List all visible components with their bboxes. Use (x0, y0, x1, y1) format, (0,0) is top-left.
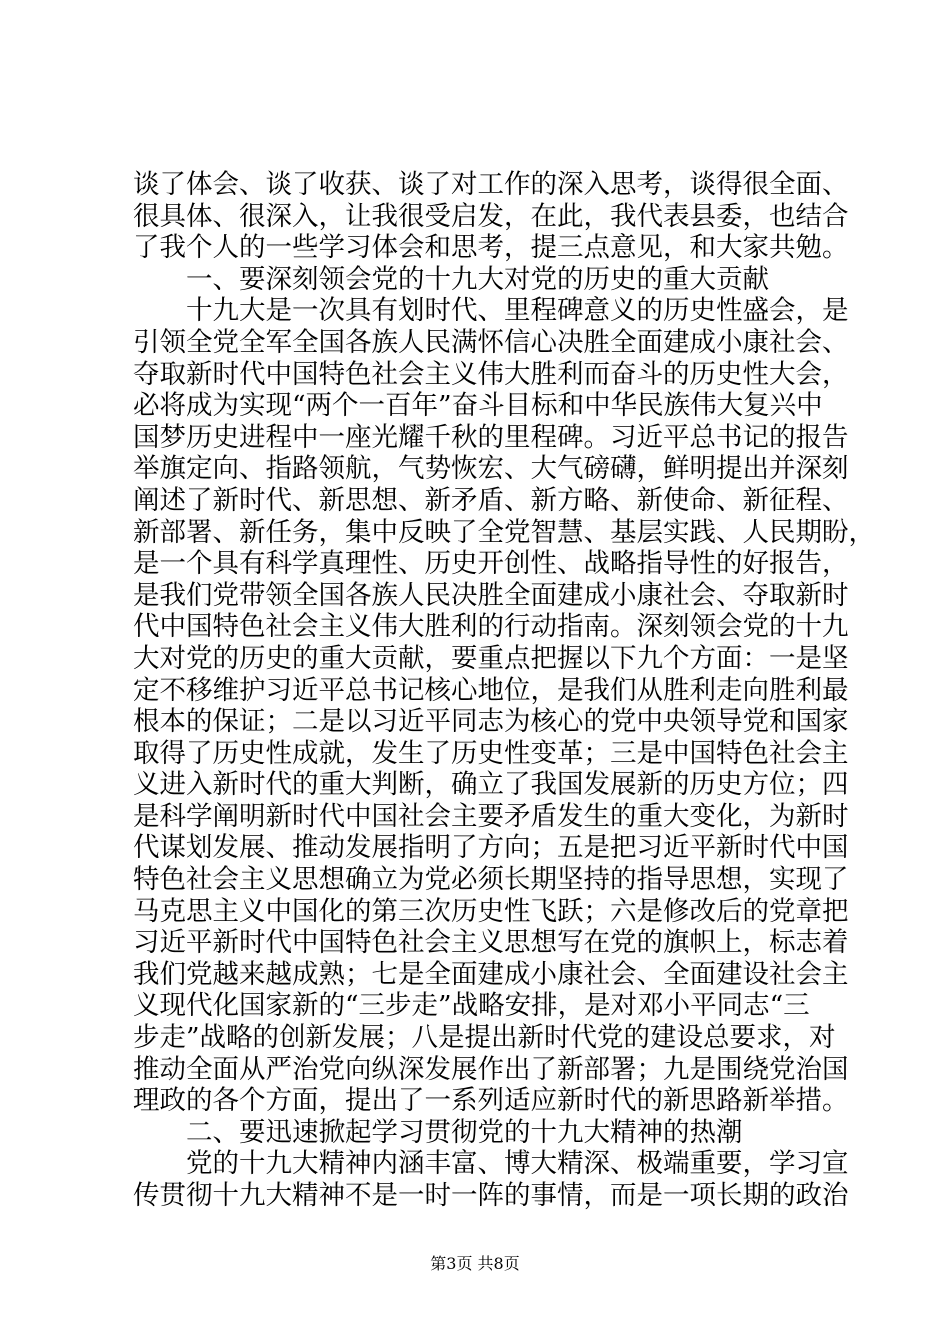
text-line: 新部署、新任务，集中反映了全党智慧、基层实践、人民期盼， (133, 516, 875, 548)
text-line: 是我们党带领全国各族人民决胜全面建成小康社会、夺取新时 (133, 579, 849, 611)
text-line: 国梦历史进程中一座光耀千秋的里程碑。习近平总书记的报告 (133, 421, 849, 453)
text-line: 特色社会主义思想确立为党必须长期坚持的指导思想，实现了 (133, 864, 849, 896)
text-line: 马克思主义中国化的第三次历史性飞跃；六是修改后的党章把 (133, 895, 849, 927)
text-line: 很具体、很深入，让我很受启发，在此，我代表县委，也结合 (133, 200, 849, 232)
document-body (133, 169, 875, 1212)
text-line: 大对党的历史的重大贡献，要重点把握以下九个方面：一是坚 (133, 642, 849, 674)
text-line: 取得了历史性成就，发生了历史性变革；三是中国特色社会主 (133, 737, 849, 769)
text-line: 代谋划发展、推动发展指明了方向；五是把习近平新时代中国 (133, 832, 849, 864)
text-line: 定不移维护习近平总书记核心地位，是我们从胜利走向胜利最 (133, 674, 849, 706)
text-line: 是一个具有科学真理性、历史开创性、战略指导性的好报告， (133, 548, 849, 580)
text-line: 夺取新时代中国特色社会主义伟大胜利而奋斗的历史性大会， (133, 358, 849, 390)
text-line: 是科学阐明新时代中国社会主要矛盾发生的重大变化，为新时 (133, 800, 849, 832)
text-line: 党的十九大精神内涵丰富、博大精深、极端重要，学习宣 (186, 1148, 849, 1180)
text-line: 二、要迅速掀起学习贯彻党的十九大精神的热潮 (186, 1116, 743, 1148)
text-line: 阐述了新时代、新思想、新矛盾、新方略、新使命、新征程、 (133, 484, 849, 516)
text-line: 习近平新时代中国特色社会主义思想写在党的旗帜上，标志着 (133, 927, 849, 959)
text-line: 推动全面从严治党向纵深发展作出了新部署；九是围绕党治国 (133, 1053, 849, 1085)
text-line: 传贯彻十九大精神不是一时一阵的事情，而是一项长期的政治 (133, 1180, 849, 1211)
text-line: 十九大是一次具有划时代、里程碑意义的历史性盛会，是 (186, 295, 849, 327)
page-footer: 第3页 共8页 (430, 1254, 520, 1273)
text-line: 必将成为实现“两个一百年”奋斗目标和中华民族伟大复兴中 (133, 390, 823, 422)
text-line: 举旗定向、指路领航，气势恢宏、大气磅礴，鲜明提出并深刻 (133, 453, 849, 485)
text-line: 引领全党全军全国各族人民满怀信心决胜全面建成小康社会、 (133, 326, 849, 358)
text-line: 了我个人的一些学习体会和思考，提三点意见，和大家共勉。 (133, 232, 849, 264)
text-line: 理政的各个方面，提出了一系列适应新时代的新思路新举措。 (133, 1085, 849, 1117)
text-line: 谈了体会、谈了收获、谈了对工作的深入思考，谈得很全面、 (133, 169, 849, 200)
text-line: 根本的保证；二是以习近平同志为核心的党中央领导党和国家 (133, 706, 849, 738)
text-line: 一、要深刻领会党的十九大对党的历史的重大贡献 (186, 263, 769, 295)
text-line: 我们党越来越成熟；七是全面建成小康社会、全面建设社会主 (133, 958, 849, 990)
text-line: 代中国特色社会主义伟大胜利的行动指南。深刻领会党的十九 (133, 611, 849, 643)
text-line: 步走”战略的创新发展；八是提出新时代党的建设总要求，对 (133, 1022, 836, 1054)
text-line: 义现代化国家新的“三步走”战略安排，是对邓小平同志“三 (133, 990, 810, 1022)
text-line: 义进入新时代的重大判断，确立了我国发展新的历史方位；四 (133, 769, 849, 801)
